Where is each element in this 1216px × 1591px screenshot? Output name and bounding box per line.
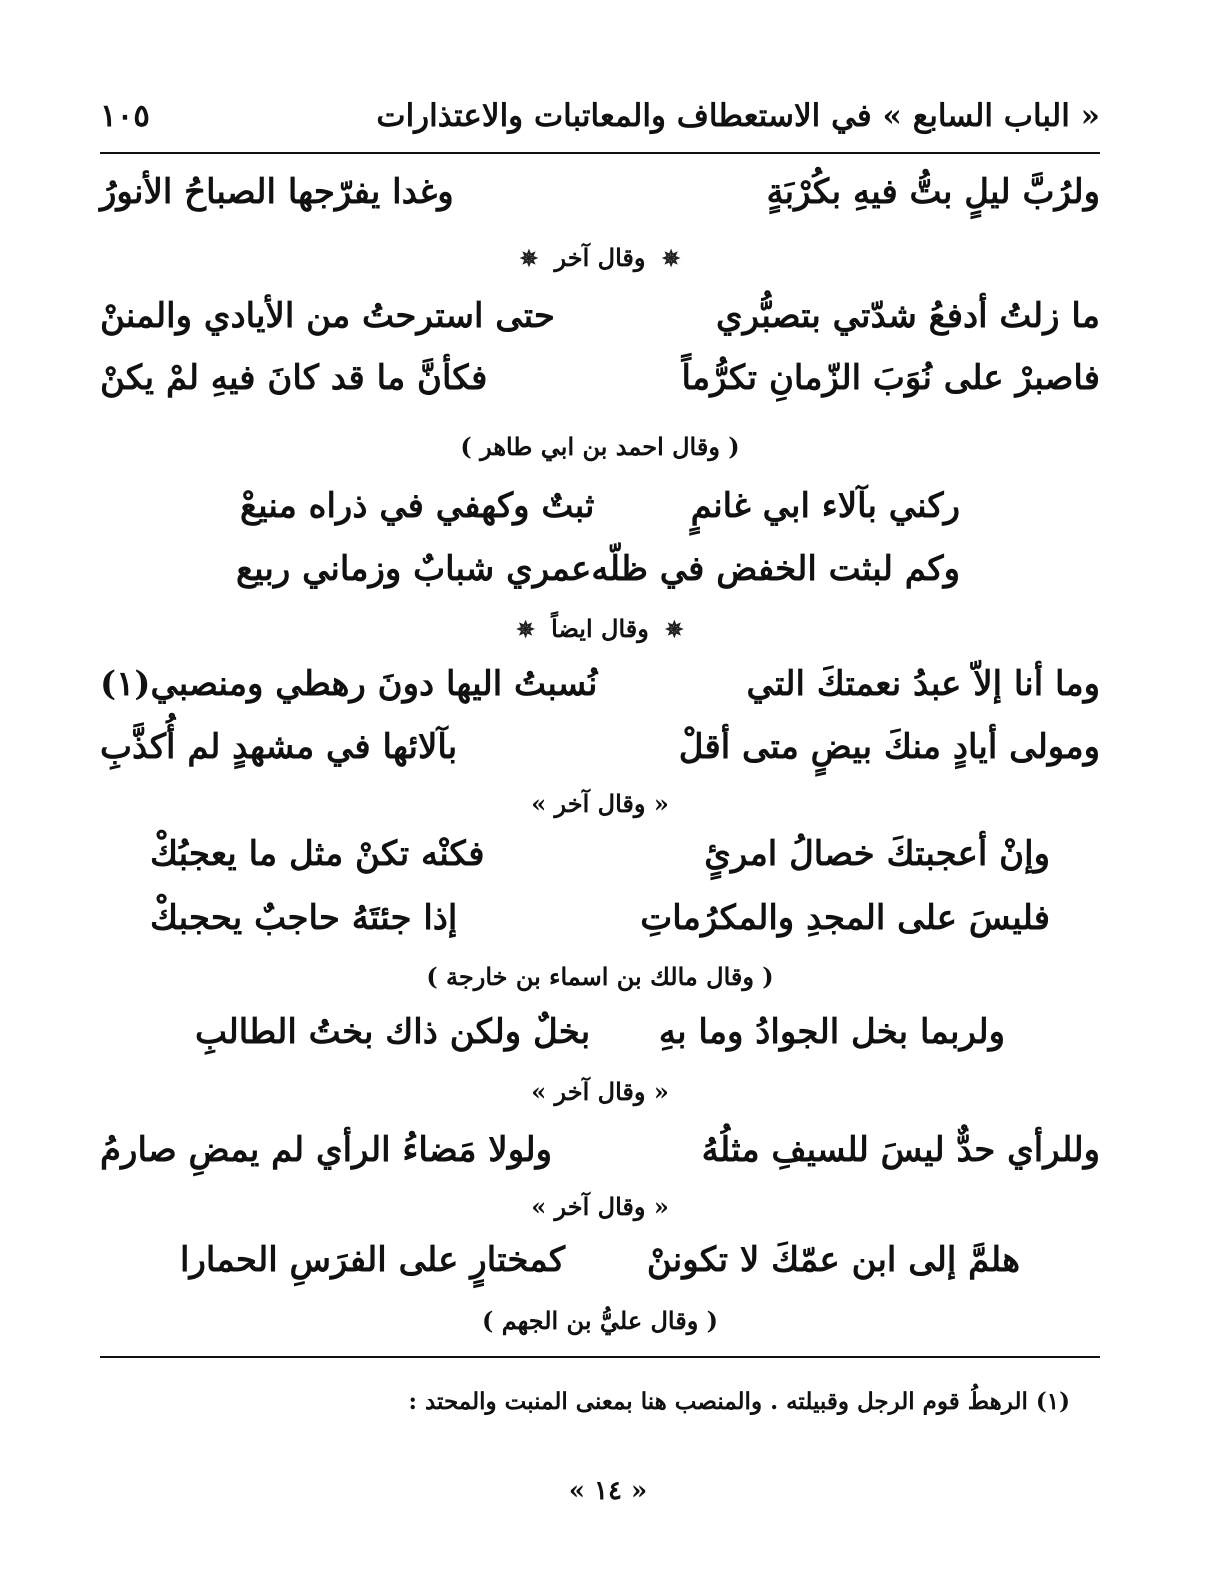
poet-heading-text: ( وقال مالك بن اسماء بن خارجة ) (426, 962, 774, 991)
footer-page-marker: « ١٤ » (568, 1476, 648, 1506)
poet-heading-text: ( وقال احمد بن ابي طاهر ) (460, 432, 740, 461)
ornament-icon: ✵ (661, 246, 681, 272)
verse-second-hemistich: ثبتٌ وكهفي في ذراه منيعْ (240, 486, 595, 526)
verse (100, 727, 1100, 767)
verse-first-hemistich: وإنْ أعجبتكَ خصالُ امرئٍ (704, 834, 1050, 874)
verse-first-hemistich: ولربما بخل الجوادُ وما بهِ (658, 1012, 1005, 1052)
poet-heading (100, 614, 1100, 643)
poet-heading (100, 1077, 1100, 1106)
verse-first-hemistich: ومولى أيادٍ منكَ بيضٍ متى أقلْ (678, 727, 1100, 767)
verse (100, 549, 1100, 589)
poet-heading (100, 1306, 1100, 1335)
verse (100, 172, 1100, 212)
verse-second-hemistich: كمختارٍ على الفرَسِ الحمارا (180, 1240, 566, 1280)
page-header (100, 92, 1100, 140)
poet-heading-text: وقال آخر (554, 243, 646, 272)
verse (100, 1012, 1100, 1052)
chapter-title: « الباب السابع » في الاستعطاف والمعاتبات والاعتذارات (376, 98, 1100, 134)
poet-heading (100, 432, 1100, 461)
poet-heading (100, 962, 1100, 991)
poet-heading-text: وقال ايضاً (551, 614, 649, 643)
poet-heading-text: « وقال آخر » (531, 1077, 669, 1106)
verse-second-hemistich: بآلائها في مشهدٍ لم أُكذَّبِ (100, 727, 458, 767)
verse (100, 664, 1100, 704)
verse-first-hemistich: ولرُبَّ ليلٍ بتُّ فيهِ بكُرْبَةٍ (766, 172, 1100, 212)
footnote: (١) الرهطُ قوم الرجل وقبيلته . والمنصب هنا بمعنى المنبت والمحتد : (408, 1388, 1070, 1415)
ornament-icon: ✵ (516, 617, 535, 643)
verse-first-hemistich: هلمَّ إلى ابن عمّكَ لا تكوننْ (646, 1240, 1020, 1280)
verse-first-hemistich: وللرأي حدٌّ ليسَ للسيفِ مثلُهُ (701, 1130, 1100, 1170)
ornament-icon: ✵ (665, 617, 684, 643)
verse-first-hemistich: وكم لبثت الخفض في ظلّه (591, 549, 960, 589)
verse-first-hemistich: ركني بآلاء ابي غانمٍ (690, 486, 960, 526)
verse-second-hemistich: بخلٌ ولكن ذاك بختُ الطالبِ (195, 1012, 591, 1052)
verse-second-hemistich: حتى استرحتُ من الأيادي والمننْ (100, 296, 555, 336)
verse-first-hemistich: وما أنا إلاّ عبدُ نعمتكَ التي (746, 664, 1100, 704)
poet-heading-text: ( وقال عليُّ بن الجهم ) (481, 1306, 719, 1335)
ornament-icon: ✵ (519, 246, 539, 272)
poet-heading (100, 1192, 1100, 1221)
verse (100, 358, 1100, 398)
header-divider (100, 152, 1100, 154)
verse-second-hemistich: ولولا مَضاءُ الرأي لم يمضِ صارمُ (100, 1130, 553, 1170)
page-number: ١٠٥ (100, 98, 150, 134)
verse (100, 1130, 1100, 1170)
verse-second-hemistich: فكنْه تكنْ مثل ما يعجبُكْ (150, 834, 485, 874)
poet-heading-text: « وقال آخر » (531, 1192, 669, 1221)
verse-second-hemistich: عمري شبابٌ وزماني ربيع (236, 549, 592, 589)
poet-heading (100, 789, 1100, 818)
verse-second-hemistich: فكأنَّ ما قد كانَ فيهِ لمْ يكنْ (100, 358, 488, 398)
verse (100, 1240, 1100, 1280)
verse-second-hemistich: نُسبتُ اليها دونَ رهطي ومنصبي(١) (100, 664, 598, 704)
verse (100, 486, 1100, 526)
verse-second-hemistich: وغدا يفرّجها الصباحُ الأنورُ (100, 172, 454, 212)
verse (100, 296, 1100, 336)
verse (100, 898, 1100, 938)
footnote-divider (100, 1356, 1100, 1358)
poet-heading (100, 243, 1100, 272)
verse-first-hemistich: فليسَ على المجدِ والمكرُماتِ (640, 898, 1050, 938)
poet-heading-text: « وقال آخر » (531, 789, 669, 818)
verse-first-hemistich: فاصبرْ على نُوَبَ الزّمانِ تكرُّماً (681, 358, 1100, 398)
verse-first-hemistich: ما زلتُ أدفعُ شدّتي بتصبُّري (716, 296, 1100, 336)
verse (100, 834, 1100, 874)
verse-second-hemistich: إذا جئتَهُ حاجبٌ يحجبكْ (150, 898, 458, 938)
